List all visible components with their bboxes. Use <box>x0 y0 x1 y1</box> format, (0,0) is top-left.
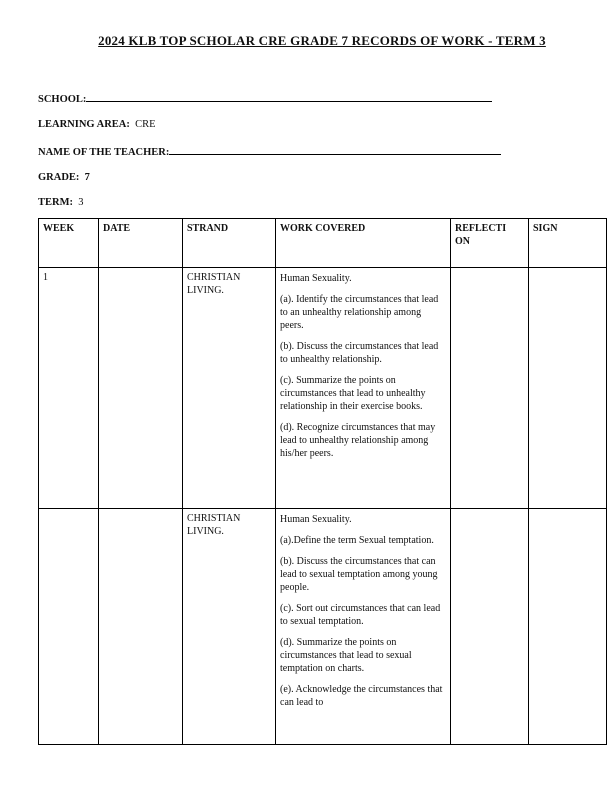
teacher-line <box>38 144 606 159</box>
grade-value: 7 <box>84 172 90 183</box>
header-work-covered: WORK COVERED <box>276 219 451 268</box>
table-header-row <box>39 219 607 268</box>
header-week: WEEK <box>39 219 99 268</box>
week-cell: 1 <box>39 268 99 509</box>
page-title: 2024 KLB TOP SCHOLAR CRE GRADE 7 RECORDS OF WORK - TERM 3 <box>98 33 546 48</box>
learning-area-separator: : <box>126 119 130 130</box>
date-cell <box>99 268 183 509</box>
strand-cell: CHRISTIAN LIVING. <box>183 268 276 509</box>
header-date: DATE <box>99 219 183 268</box>
term-line <box>38 197 606 209</box>
page-content <box>38 0 606 745</box>
learning-area-label: LEARNING AREA <box>38 119 127 130</box>
learning-area-line <box>38 119 606 131</box>
grade-line <box>38 172 606 184</box>
header-sign: SIGN <box>529 219 607 268</box>
term-value: 3 <box>78 197 84 208</box>
term-label: TERM: <box>38 197 73 208</box>
week-cell <box>39 509 99 745</box>
work-covered-cell <box>276 509 451 745</box>
learning-area-value: CRE <box>135 119 156 130</box>
table-row <box>39 268 607 509</box>
teacher-blank-line <box>169 144 501 155</box>
work-covered-paragraphs: Human Sexuality. (a).Define the term Sexual temptation. (b). Discuss the circumstances that can lead to sexual temptation among young people. (c). Sort out circumstances that can lead to sexual temptation. (d). Summarize the points on circumstances that lead to sexual temptation on charts. (e). Acknowledge the circumstances that can lead to <box>280 514 443 708</box>
work-covered-paragraphs: Human Sexuality. (a). Identify the circumstances that lead to an unhealthy relationship among peers. (b). Discuss the circumstances that lead to unhealthy relationship. (c). Summarize the points on circumstances that lead to unhealthy relationship in their exercise books. (d). Recognize circumstances that may lead to unhealthy relationship among his/her peers. <box>280 273 439 459</box>
grade-label: GRADE: <box>38 172 80 183</box>
school-label: SCHOOL: <box>38 94 87 105</box>
table-row <box>39 509 607 745</box>
school-blank-line <box>86 91 492 102</box>
records-of-work-table <box>38 218 607 745</box>
reflection-cell <box>451 268 529 509</box>
header-strand: STRAND <box>183 219 276 268</box>
date-cell <box>99 509 183 745</box>
reflection-cell <box>451 509 529 745</box>
header-reflection: REFLECTION <box>451 219 529 268</box>
teacher-label: NAME OF THE TEACHER: <box>38 147 170 158</box>
sign-cell <box>529 268 607 509</box>
sign-cell <box>529 509 607 745</box>
work-covered-cell <box>276 268 451 509</box>
strand-cell: CHRISTIAN LIVING. <box>183 509 276 745</box>
school-line <box>38 91 606 106</box>
